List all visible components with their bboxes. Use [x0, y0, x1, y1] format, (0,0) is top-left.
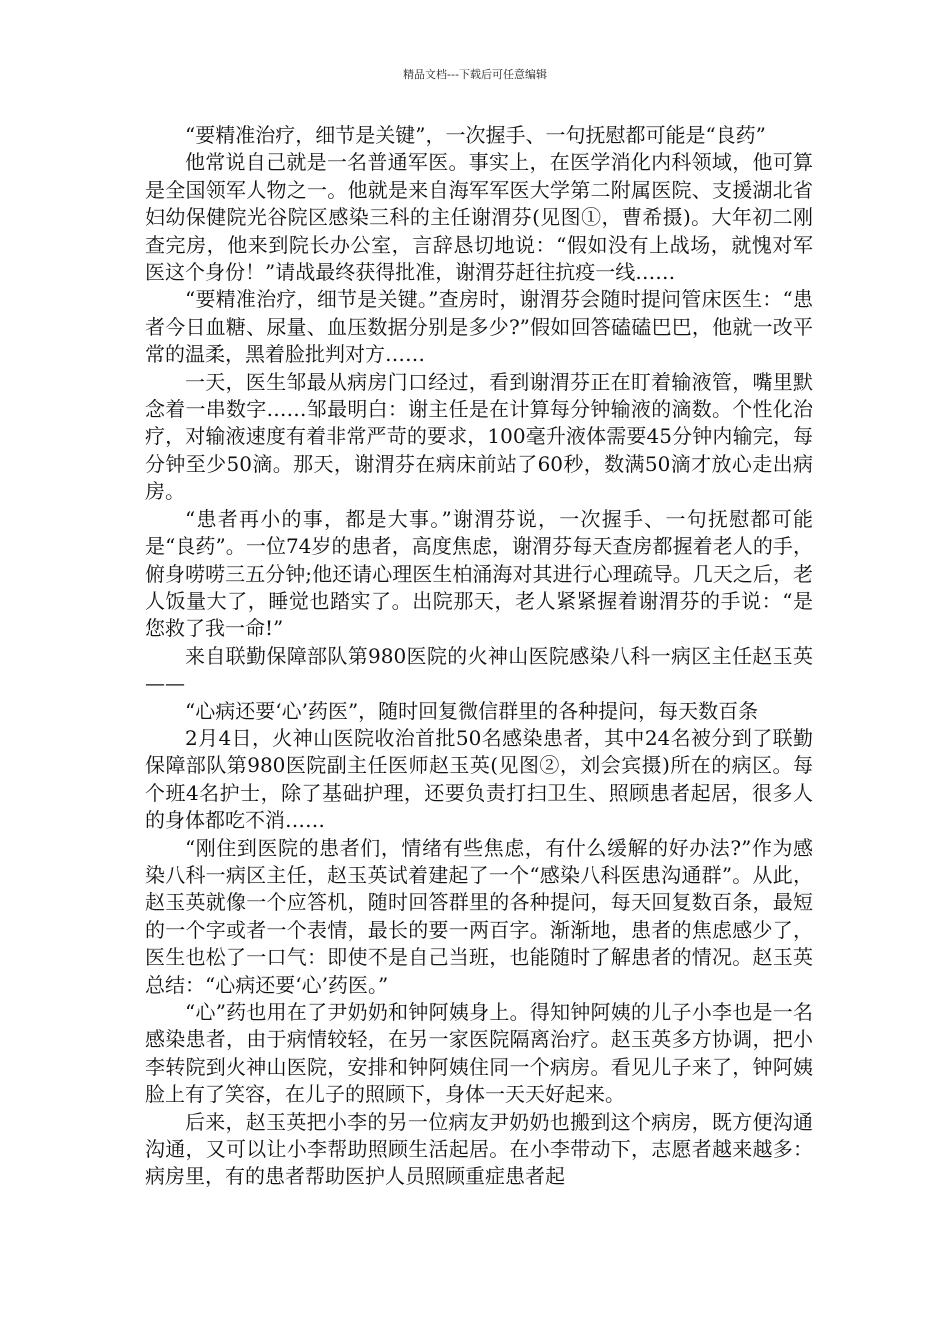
- document-body: [145, 122, 813, 1191]
- paragraph-9: “刚住到医院的患者们，情绪有些焦虑，有什么缓解的好办法?”作为感染八科一病区主任，赵玉英试着建起了一个“感染八科医患沟通群”。从此，赵玉英就像一个应答机，随时回答群里的各种提问，每天回复数百条，最短的一个字或者一个表情，最长的要一两百字。渐渐地，患者的焦虑感少了，医生也松了一口气：即使不是自己当班，也能随时了解患者的情况。赵玉英总结：“心病还要‘心’药医。”: [145, 835, 813, 997]
- page-header: 精品文档---下载后可任意编辑: [403, 68, 547, 81]
- paragraph-1: “要精准治疗，细节是关键”，一次握手、一句抚慰都可能是“良药”: [185, 123, 766, 147]
- paragraph-2: 他常说自己就是一名普通军医。事实上，在医学消化内科领域，他可算是全国领军人物之一。他就是来自海军军医大学第二附属医院、支援湖北省妇幼保健院光谷院区感染三科的主任谢渭芬(见图①，曹希摄)。大年初二刚查完房，他来到院长办公室，言辞恳切地说：“假如没有上战场，就愧对军医这个身份！”请战最终获得批准，谢渭芬赶往抗疫一线……: [145, 150, 813, 285]
- paragraph-10: “心”药也用在了尹奶奶和钟阿姨身上。得知钟阿姨的儿子小李也是一名感染患者，由于病情较轻，在另一家医院隔离治疗。赵玉英多方协调，把小李转院到火神山医院，安排和钟阿姨住同一个病房。看见儿子来了，钟阿姨脸上有了笑容，在儿子的照顾下，身体一天天好起来。: [145, 1000, 813, 1107]
- paragraph-3: “要精准治疗，细节是关键。”查房时，谢渭芬会随时提问管床医生：“患者今日血糖、尿量、血压数据分别是多少?”假如回答磕磕巴巴，他就一改平常的温柔，黑着脸批判对方……: [145, 287, 813, 367]
- paragraph-8: 2月4日，火神山医院收治首批50名感染患者，其中24名被分到了联勤保障部队第980医院副主任医师赵玉英(见图②，刘会宾摄)所在的病区。每个班4名护士，除了基础护理，还要负责打扫卫生、照顾患者起居，很多人的身体都吃不消……: [145, 725, 813, 833]
- paragraph-5: “患者再小的事，都是大事。”谢渭芬说，一次握手、一句抚慰都可能是“良药”。一位74岁的患者，高度焦虑，谢渭芬每天查房都握着老人的手，俯身唠唠三五分钟;他还请心理医生柏涌海对其进行心理疏导。几天之后，老人饭量大了，睡觉也踏实了。出院那天，老人紧紧握着谢渭芬的手说：“是您救了我一命!”: [145, 506, 813, 641]
- paragraph-6: 来自联勤保障部队第980医院的火神山医院感染八科一病区主任赵玉英——: [145, 643, 813, 696]
- paragraph-11: 后来，赵玉英把小李的另一位病友尹奶奶也搬到这个病房，既方便沟通沟通，又可以让小李帮助照顾生活起居。在小李带动下，志愿者越来越多：病房里，有的患者帮助医护人员照顾重症患者起: [145, 1109, 813, 1189]
- paragraph-4: 一天，医生邹最从病房门口经过，看到谢渭芬正在盯着输液管，嘴里默念着一串数字……邹最明白：谢主任是在计算每分钟输液的滴数。个性化治疗，对输液速度有着非常严苛的要求，100毫升液体需要45分钟内输完，每分钟至少50滴。那天，谢渭芬在病床前站了60秒，数满50滴才放心走出病房。: [145, 369, 813, 504]
- paragraph-7: “心病还要‘心’药医”，随时回复微信群里的各种提问，每天数百条: [185, 698, 759, 723]
